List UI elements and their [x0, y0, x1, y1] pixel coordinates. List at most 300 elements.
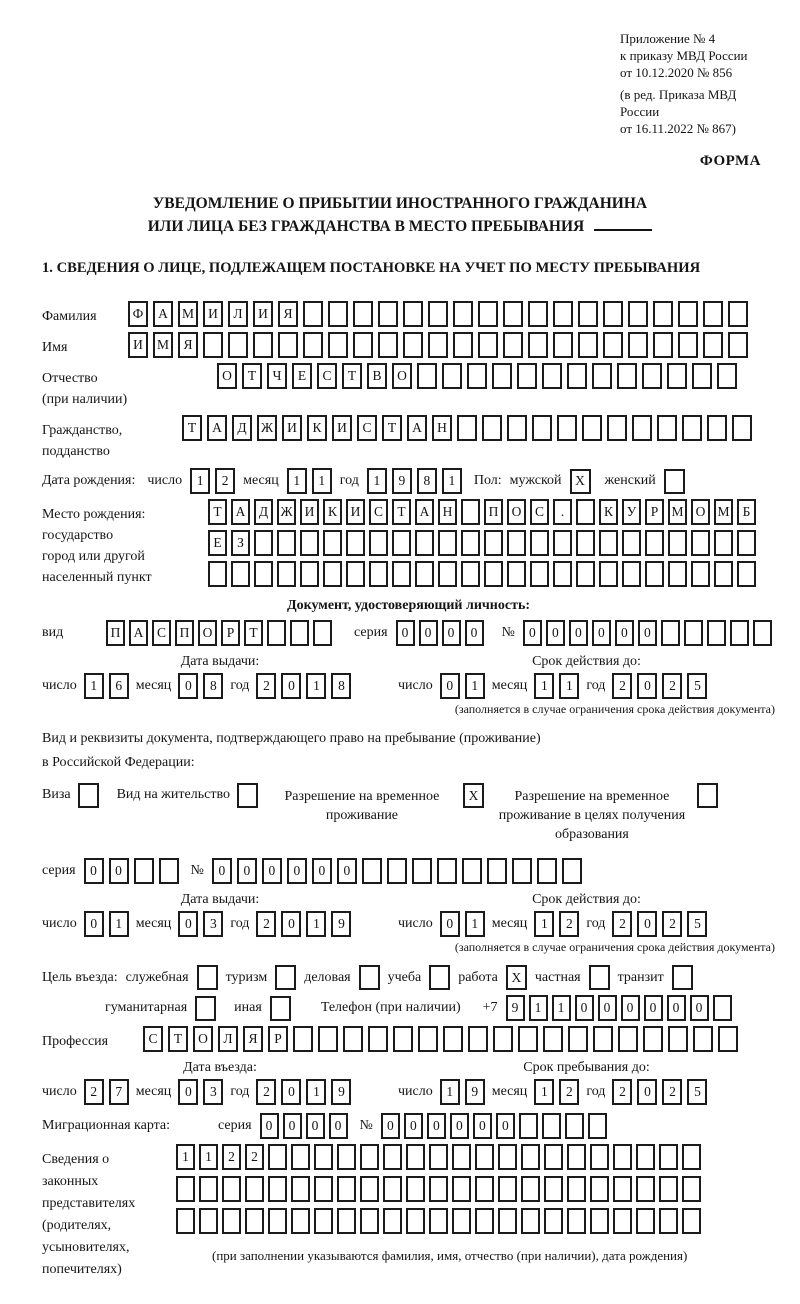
char-cell[interactable]: [599, 561, 618, 587]
char-cell[interactable]: 8: [417, 468, 437, 494]
char-cell[interactable]: А: [129, 620, 148, 646]
char-cell[interactable]: 8: [331, 673, 351, 699]
char-cell[interactable]: [383, 1176, 402, 1202]
char-cell[interactable]: [323, 561, 342, 587]
char-cell[interactable]: [543, 1026, 563, 1052]
char-cell[interactable]: [678, 301, 698, 327]
char-cell[interactable]: У: [622, 499, 641, 525]
char-cell[interactable]: [314, 1144, 333, 1170]
char-cell[interactable]: 1: [176, 1144, 195, 1170]
char-cell[interactable]: 1: [190, 468, 210, 494]
char-cell[interactable]: [692, 363, 712, 389]
char-cell[interactable]: О: [198, 620, 217, 646]
char-cell[interactable]: [530, 530, 549, 556]
char-cell[interactable]: 0: [621, 995, 640, 1021]
char-cell[interactable]: [492, 363, 512, 389]
char-cell[interactable]: [134, 858, 154, 884]
char-cell[interactable]: 0: [281, 673, 301, 699]
char-cell[interactable]: Т: [342, 363, 362, 389]
char-cell[interactable]: С: [357, 415, 377, 441]
char-cell[interactable]: 0: [178, 1079, 198, 1105]
char-cell[interactable]: [682, 1144, 701, 1170]
purpose-official-checkbox[interactable]: [197, 965, 218, 990]
char-cell[interactable]: 1: [559, 673, 579, 699]
char-cell[interactable]: 0: [396, 620, 415, 646]
char-cell[interactable]: [576, 499, 595, 525]
char-cell[interactable]: [645, 530, 664, 556]
char-cell[interactable]: 3: [203, 1079, 223, 1105]
char-cell[interactable]: [503, 301, 523, 327]
char-cell[interactable]: 2: [245, 1144, 264, 1170]
char-cell[interactable]: [378, 332, 398, 358]
char-cell[interactable]: [475, 1144, 494, 1170]
char-cell[interactable]: 0: [440, 911, 460, 937]
char-cell[interactable]: [313, 620, 332, 646]
char-cell[interactable]: З: [231, 530, 250, 556]
char-cell[interactable]: 0: [329, 1113, 348, 1139]
char-cell[interactable]: [323, 530, 342, 556]
char-cell[interactable]: А: [407, 415, 427, 441]
char-cell[interactable]: [406, 1144, 425, 1170]
char-cell[interactable]: [303, 332, 323, 358]
char-cell[interactable]: [343, 1026, 363, 1052]
char-cell[interactable]: Л: [218, 1026, 238, 1052]
char-cell[interactable]: 9: [506, 995, 525, 1021]
char-cell[interactable]: [728, 301, 748, 327]
char-cell[interactable]: Д: [254, 499, 273, 525]
char-cell[interactable]: [462, 858, 482, 884]
char-cell[interactable]: 6: [109, 673, 129, 699]
char-cell[interactable]: [346, 561, 365, 587]
char-cell[interactable]: 1: [199, 1144, 218, 1170]
char-cell[interactable]: [737, 561, 756, 587]
char-cell[interactable]: И: [282, 415, 302, 441]
char-cell[interactable]: [438, 530, 457, 556]
char-cell[interactable]: [369, 530, 388, 556]
char-cell[interactable]: 0: [667, 995, 686, 1021]
char-cell[interactable]: 0: [404, 1113, 423, 1139]
char-cell[interactable]: Н: [432, 415, 452, 441]
char-cell[interactable]: [661, 620, 680, 646]
char-cell[interactable]: [493, 1026, 513, 1052]
char-cell[interactable]: 0: [523, 620, 542, 646]
char-cell[interactable]: [714, 561, 733, 587]
char-cell[interactable]: [268, 1144, 287, 1170]
char-cell[interactable]: [643, 1026, 663, 1052]
char-cell[interactable]: [682, 1176, 701, 1202]
char-cell[interactable]: [537, 858, 557, 884]
char-cell[interactable]: [521, 1176, 540, 1202]
char-cell[interactable]: [728, 332, 748, 358]
char-cell[interactable]: 1: [534, 673, 554, 699]
char-cell[interactable]: 0: [337, 858, 357, 884]
char-cell[interactable]: [667, 363, 687, 389]
char-cell[interactable]: М: [153, 332, 173, 358]
char-cell[interactable]: [622, 561, 641, 587]
char-cell[interactable]: [636, 1208, 655, 1234]
char-cell[interactable]: [507, 561, 526, 587]
char-cell[interactable]: 0: [260, 1113, 279, 1139]
char-cell[interactable]: [613, 1208, 632, 1234]
char-cell[interactable]: [267, 620, 286, 646]
char-cell[interactable]: [300, 561, 319, 587]
char-cell[interactable]: [678, 332, 698, 358]
char-cell[interactable]: 0: [598, 995, 617, 1021]
char-cell[interactable]: [475, 1176, 494, 1202]
char-cell[interactable]: П: [175, 620, 194, 646]
char-cell[interactable]: М: [178, 301, 198, 327]
char-cell[interactable]: [576, 561, 595, 587]
char-cell[interactable]: [659, 1144, 678, 1170]
char-cell[interactable]: [176, 1176, 195, 1202]
char-cell[interactable]: [607, 415, 627, 441]
char-cell[interactable]: [245, 1208, 264, 1234]
char-cell[interactable]: А: [231, 499, 250, 525]
char-cell[interactable]: Ж: [257, 415, 277, 441]
char-cell[interactable]: 0: [450, 1113, 469, 1139]
char-cell[interactable]: [253, 332, 273, 358]
char-cell[interactable]: [428, 301, 448, 327]
char-cell[interactable]: [737, 530, 756, 556]
char-cell[interactable]: [507, 530, 526, 556]
char-cell[interactable]: [730, 620, 749, 646]
char-cell[interactable]: 0: [638, 620, 657, 646]
purpose-study-checkbox[interactable]: [429, 965, 450, 990]
char-cell[interactable]: Ж: [277, 499, 296, 525]
char-cell[interactable]: Ч: [267, 363, 287, 389]
char-cell[interactable]: [668, 530, 687, 556]
char-cell[interactable]: Т: [382, 415, 402, 441]
char-cell[interactable]: [593, 1026, 613, 1052]
char-cell[interactable]: 1: [367, 468, 387, 494]
char-cell[interactable]: [693, 1026, 713, 1052]
char-cell[interactable]: [452, 1176, 471, 1202]
char-cell[interactable]: Т: [208, 499, 227, 525]
char-cell[interactable]: [461, 499, 480, 525]
purpose-humanitarian-checkbox[interactable]: [195, 996, 216, 1021]
char-cell[interactable]: [718, 1026, 738, 1052]
char-cell[interactable]: [578, 332, 598, 358]
char-cell[interactable]: [222, 1208, 241, 1234]
char-cell[interactable]: Е: [208, 530, 227, 556]
char-cell[interactable]: [254, 561, 273, 587]
char-cell[interactable]: [277, 561, 296, 587]
char-cell[interactable]: [599, 530, 618, 556]
char-cell[interactable]: [659, 1208, 678, 1234]
char-cell[interactable]: [291, 1176, 310, 1202]
char-cell[interactable]: Я: [178, 332, 198, 358]
char-cell[interactable]: Б: [737, 499, 756, 525]
char-cell[interactable]: Т: [182, 415, 202, 441]
char-cell[interactable]: Ф: [128, 301, 148, 327]
char-cell[interactable]: [418, 1026, 438, 1052]
char-cell[interactable]: [403, 332, 423, 358]
char-cell[interactable]: [353, 301, 373, 327]
char-cell[interactable]: [553, 301, 573, 327]
purpose-transit-checkbox[interactable]: [672, 965, 693, 990]
char-cell[interactable]: 2: [662, 911, 682, 937]
char-cell[interactable]: [588, 1113, 607, 1139]
char-cell[interactable]: [443, 1026, 463, 1052]
char-cell[interactable]: [703, 301, 723, 327]
char-cell[interactable]: [452, 1208, 471, 1234]
char-cell[interactable]: [369, 561, 388, 587]
char-cell[interactable]: [314, 1208, 333, 1234]
char-cell[interactable]: К: [323, 499, 342, 525]
char-cell[interactable]: [412, 858, 432, 884]
char-cell[interactable]: [659, 1176, 678, 1202]
char-cell[interactable]: [482, 415, 502, 441]
char-cell[interactable]: [231, 561, 250, 587]
char-cell[interactable]: [415, 561, 434, 587]
char-cell[interactable]: [530, 561, 549, 587]
char-cell[interactable]: .: [553, 499, 572, 525]
char-cell[interactable]: 0: [615, 620, 634, 646]
char-cell[interactable]: 0: [419, 620, 438, 646]
char-cell[interactable]: [576, 530, 595, 556]
char-cell[interactable]: В: [367, 363, 387, 389]
char-cell[interactable]: О: [193, 1026, 213, 1052]
char-cell[interactable]: 1: [465, 911, 485, 937]
char-cell[interactable]: [478, 301, 498, 327]
char-cell[interactable]: Я: [243, 1026, 263, 1052]
char-cell[interactable]: О: [392, 363, 412, 389]
char-cell[interactable]: 8: [203, 673, 223, 699]
char-cell[interactable]: [383, 1144, 402, 1170]
char-cell[interactable]: 1: [306, 911, 326, 937]
char-cell[interactable]: 0: [592, 620, 611, 646]
char-cell[interactable]: [290, 620, 309, 646]
char-cell[interactable]: [318, 1026, 338, 1052]
char-cell[interactable]: [429, 1208, 448, 1234]
char-cell[interactable]: О: [217, 363, 237, 389]
char-cell[interactable]: [328, 332, 348, 358]
char-cell[interactable]: 2: [222, 1144, 241, 1170]
char-cell[interactable]: [368, 1026, 388, 1052]
char-cell[interactable]: [484, 561, 503, 587]
char-cell[interactable]: [498, 1176, 517, 1202]
purpose-private-checkbox[interactable]: [589, 965, 610, 990]
char-cell[interactable]: [732, 415, 752, 441]
char-cell[interactable]: [519, 1113, 538, 1139]
char-cell[interactable]: [636, 1144, 655, 1170]
char-cell[interactable]: И: [332, 415, 352, 441]
char-cell[interactable]: [714, 530, 733, 556]
char-cell[interactable]: [503, 332, 523, 358]
char-cell[interactable]: [512, 858, 532, 884]
char-cell[interactable]: 5: [687, 911, 707, 937]
char-cell[interactable]: [417, 363, 437, 389]
char-cell[interactable]: [603, 301, 623, 327]
char-cell[interactable]: [268, 1208, 287, 1234]
char-cell[interactable]: 2: [84, 1079, 104, 1105]
char-cell[interactable]: 0: [237, 858, 257, 884]
char-cell[interactable]: А: [207, 415, 227, 441]
char-cell[interactable]: [406, 1176, 425, 1202]
char-cell[interactable]: [392, 561, 411, 587]
char-cell[interactable]: [437, 858, 457, 884]
char-cell[interactable]: 1: [552, 995, 571, 1021]
char-cell[interactable]: [567, 363, 587, 389]
char-cell[interactable]: [590, 1208, 609, 1234]
char-cell[interactable]: [360, 1176, 379, 1202]
char-cell[interactable]: 0: [212, 858, 232, 884]
char-cell[interactable]: [268, 1176, 287, 1202]
char-cell[interactable]: Р: [268, 1026, 288, 1052]
char-cell[interactable]: [428, 332, 448, 358]
char-cell[interactable]: 1: [84, 673, 104, 699]
char-cell[interactable]: 0: [575, 995, 594, 1021]
char-cell[interactable]: [703, 332, 723, 358]
char-cell[interactable]: [628, 301, 648, 327]
char-cell[interactable]: [300, 530, 319, 556]
char-cell[interactable]: 2: [559, 911, 579, 937]
char-cell[interactable]: 7: [109, 1079, 129, 1105]
char-cell[interactable]: [582, 415, 602, 441]
char-cell[interactable]: [567, 1144, 586, 1170]
char-cell[interactable]: С: [369, 499, 388, 525]
char-cell[interactable]: Т: [168, 1026, 188, 1052]
char-cell[interactable]: 0: [178, 673, 198, 699]
char-cell[interactable]: П: [106, 620, 125, 646]
char-cell[interactable]: [159, 858, 179, 884]
char-cell[interactable]: 9: [331, 1079, 351, 1105]
char-cell[interactable]: 0: [283, 1113, 302, 1139]
char-cell[interactable]: Р: [221, 620, 240, 646]
char-cell[interactable]: 0: [637, 1079, 657, 1105]
char-cell[interactable]: 1: [534, 1079, 554, 1105]
char-cell[interactable]: [415, 530, 434, 556]
char-cell[interactable]: [291, 1144, 310, 1170]
sex-female-checkbox[interactable]: [664, 469, 685, 494]
char-cell[interactable]: И: [203, 301, 223, 327]
char-cell[interactable]: Р: [645, 499, 664, 525]
char-cell[interactable]: Т: [244, 620, 263, 646]
char-cell[interactable]: 2: [612, 1079, 632, 1105]
char-cell[interactable]: [429, 1176, 448, 1202]
char-cell[interactable]: [521, 1144, 540, 1170]
char-cell[interactable]: [653, 332, 673, 358]
char-cell[interactable]: 1: [306, 673, 326, 699]
char-cell[interactable]: [517, 363, 537, 389]
char-cell[interactable]: [653, 301, 673, 327]
char-cell[interactable]: [254, 530, 273, 556]
char-cell[interactable]: [682, 415, 702, 441]
char-cell[interactable]: Т: [242, 363, 262, 389]
char-cell[interactable]: 0: [442, 620, 461, 646]
char-cell[interactable]: 0: [281, 911, 301, 937]
char-cell[interactable]: 1: [287, 468, 307, 494]
char-cell[interactable]: [544, 1144, 563, 1170]
char-cell[interactable]: [303, 301, 323, 327]
char-cell[interactable]: [293, 1026, 313, 1052]
char-cell[interactable]: 2: [662, 1079, 682, 1105]
char-cell[interactable]: 2: [559, 1079, 579, 1105]
char-cell[interactable]: [617, 363, 637, 389]
char-cell[interactable]: [717, 363, 737, 389]
char-cell[interactable]: К: [599, 499, 618, 525]
char-cell[interactable]: [613, 1144, 632, 1170]
char-cell[interactable]: [278, 332, 298, 358]
char-cell[interactable]: [203, 332, 223, 358]
char-cell[interactable]: [557, 415, 577, 441]
char-cell[interactable]: 9: [465, 1079, 485, 1105]
char-cell[interactable]: [403, 301, 423, 327]
char-cell[interactable]: 0: [496, 1113, 515, 1139]
char-cell[interactable]: 0: [287, 858, 307, 884]
char-cell[interactable]: С: [152, 620, 171, 646]
char-cell[interactable]: М: [714, 499, 733, 525]
char-cell[interactable]: Я: [278, 301, 298, 327]
char-cell[interactable]: И: [253, 301, 273, 327]
char-cell[interactable]: [682, 1208, 701, 1234]
char-cell[interactable]: [461, 530, 480, 556]
char-cell[interactable]: [590, 1144, 609, 1170]
char-cell[interactable]: [568, 1026, 588, 1052]
char-cell[interactable]: 0: [109, 858, 129, 884]
char-cell[interactable]: 2: [256, 911, 276, 937]
char-cell[interactable]: [245, 1176, 264, 1202]
char-cell[interactable]: [578, 301, 598, 327]
char-cell[interactable]: [507, 415, 527, 441]
char-cell[interactable]: [353, 332, 373, 358]
char-cell[interactable]: [452, 1144, 471, 1170]
char-cell[interactable]: [378, 301, 398, 327]
char-cell[interactable]: А: [153, 301, 173, 327]
char-cell[interactable]: [362, 858, 382, 884]
char-cell[interactable]: 0: [569, 620, 588, 646]
char-cell[interactable]: [199, 1208, 218, 1234]
char-cell[interactable]: [713, 995, 732, 1021]
char-cell[interactable]: 0: [312, 858, 332, 884]
char-cell[interactable]: [691, 530, 710, 556]
char-cell[interactable]: [468, 1026, 488, 1052]
char-cell[interactable]: 2: [256, 673, 276, 699]
char-cell[interactable]: С: [317, 363, 337, 389]
char-cell[interactable]: [684, 620, 703, 646]
char-cell[interactable]: [360, 1208, 379, 1234]
char-cell[interactable]: [553, 530, 572, 556]
char-cell[interactable]: [603, 332, 623, 358]
char-cell[interactable]: [528, 301, 548, 327]
char-cell[interactable]: [453, 332, 473, 358]
char-cell[interactable]: [521, 1208, 540, 1234]
char-cell[interactable]: 2: [612, 673, 632, 699]
char-cell[interactable]: С: [530, 499, 549, 525]
char-cell[interactable]: [383, 1208, 402, 1234]
char-cell[interactable]: [277, 530, 296, 556]
char-cell[interactable]: [753, 620, 772, 646]
char-cell[interactable]: 3: [203, 911, 223, 937]
char-cell[interactable]: [442, 363, 462, 389]
char-cell[interactable]: [544, 1208, 563, 1234]
char-cell[interactable]: [668, 561, 687, 587]
char-cell[interactable]: [628, 332, 648, 358]
char-cell[interactable]: [565, 1113, 584, 1139]
char-cell[interactable]: 1: [534, 911, 554, 937]
sex-male-checkbox[interactable]: X: [570, 469, 591, 494]
char-cell[interactable]: [487, 858, 507, 884]
option-residence-permit-checkbox[interactable]: [237, 783, 258, 808]
char-cell[interactable]: [632, 415, 652, 441]
char-cell[interactable]: [532, 415, 552, 441]
char-cell[interactable]: [498, 1144, 517, 1170]
char-cell[interactable]: [657, 415, 677, 441]
char-cell[interactable]: 1: [465, 673, 485, 699]
char-cell[interactable]: 9: [331, 911, 351, 937]
char-cell[interactable]: [392, 530, 411, 556]
char-cell[interactable]: П: [484, 499, 503, 525]
